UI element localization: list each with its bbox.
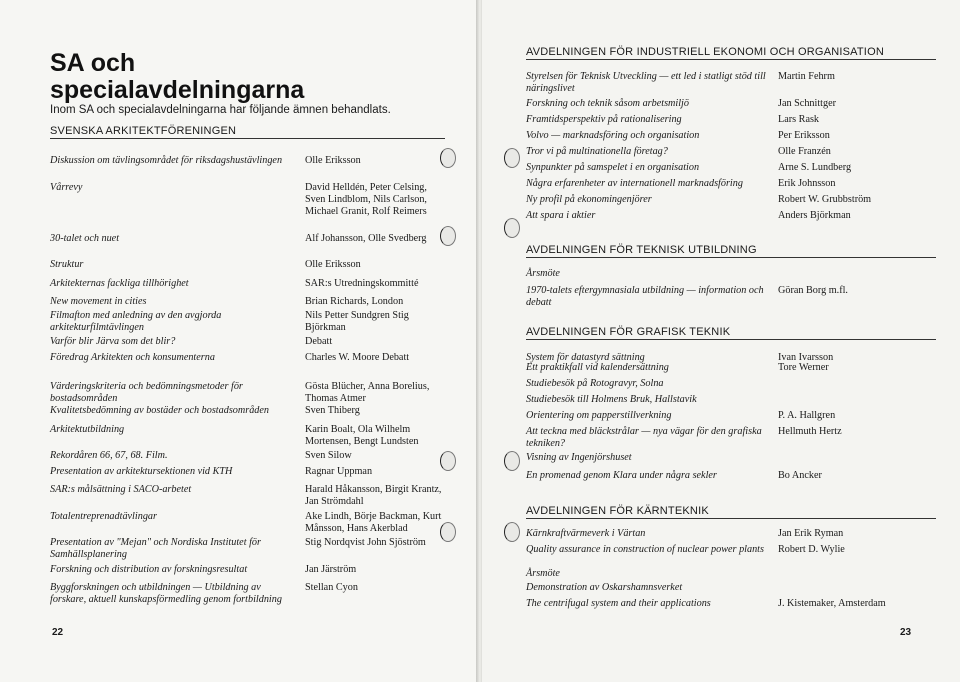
topic-text: Forskning och teknik såsom arbetsmiljö <box>526 98 689 109</box>
speaker-text: Stig Nordqvist John Sjöström <box>305 537 426 548</box>
binder-hole <box>440 451 456 471</box>
section-heading: AVDELNINGEN FÖR GRAFISK TEKNIK <box>526 326 936 340</box>
section-heading: AVDELNINGEN FÖR KÄRNTEKNIK <box>526 505 936 519</box>
topic-text: Synpunkter på samspelet i en organisation <box>526 162 700 173</box>
binder-hole <box>440 226 456 246</box>
topic-text: Kvalitetsbedömning av bostäder och bostadsområden <box>50 405 270 416</box>
topic-text: 30-talet och nuet <box>50 233 120 244</box>
speaker-text: Stellan Cyon <box>305 582 358 593</box>
left-page <box>0 0 478 682</box>
speaker-text: Robert W. Grubbström <box>778 194 872 205</box>
topic-text: SAR:s målsättning i SACO-arbetet <box>50 484 192 495</box>
speaker-text: J. Kistemaker, Amsterdam <box>778 598 886 609</box>
speaker-text: Tore Werner <box>778 362 829 373</box>
topic-text: Forskning och distribution av forskningsresultat <box>50 564 248 575</box>
speaker-text: David Helldén, Peter Celsing, Sven Lindblom, Nils Carlson, Michael Granit, Rolf Reimers <box>305 182 427 217</box>
speaker-text: Ake Lindh, Börje Backman, Kurt Månsson, Hans Akerblad <box>305 511 442 534</box>
binder-hole <box>504 218 520 238</box>
speaker-text: Harald Håkansson, Birgit Krantz, Jan Strömdahl <box>305 484 442 507</box>
topic-text: Quality assurance in construction of nuclear power plants <box>526 544 764 555</box>
intro-text: Inom SA och specialavdelningarna har följande ämnen behandlats. <box>50 104 391 116</box>
speaker-text: Sven Silow <box>305 450 352 461</box>
topic-text: Varför blir Järva som det blir? <box>50 336 176 347</box>
topic-text: Föredrag Arkitekten och konsumenterna <box>50 352 215 363</box>
topic-text: New movement in cities <box>50 296 147 307</box>
page-title <box>50 50 304 104</box>
speaker-text: Lars Rask <box>778 114 820 125</box>
topic-text: Rekordåren 66, 67, 68. Film. <box>50 450 168 461</box>
section-heading-arkitektforeningen: SVENSKA ARKITEKTFÖRENINGEN <box>50 125 445 139</box>
topic-text: Diskussion om tävlingsområdet för riksdagshustävlingen <box>50 155 283 166</box>
topic-text: Byggforskningen och utbildningen — Utbildning av forskare, aktuell kunskapsförmedling genom fortbildning <box>50 582 282 605</box>
speaker-text: SAR:s Utredningskommitté <box>305 278 419 289</box>
speaker-text: Olle Eriksson <box>305 155 361 166</box>
speaker-text: Jan Järström <box>305 564 357 575</box>
topic-text: 1970-talets eftergymnasiala utbildning — information och debatt <box>526 285 764 308</box>
speaker-text: Sven Thiberg <box>305 405 360 416</box>
right-page <box>482 0 960 682</box>
topic-text: Orientering om papperstillverkning <box>526 410 672 421</box>
speaker-text: Jan Schnittger <box>778 98 837 109</box>
topic-text: Styrelsen för Teknisk Utveckling — ett led i statligt stöd till näringslivet <box>526 71 766 94</box>
page-number: 22 <box>52 627 64 638</box>
topic-text: Värderingskriteria och bedömningsmetoder för bostadsområden <box>50 381 243 404</box>
speaker-text: Anders Björkman <box>778 210 851 221</box>
topic-text: Visning av Ingenjörshuset <box>526 452 632 463</box>
speaker-text: Alf Johansson, Olle Svedberg <box>305 233 427 244</box>
speaker-text: Robert D. Wylie <box>778 544 845 555</box>
topic-text: Studiebesök till Holmens Bruk, Hallstavik <box>526 394 697 405</box>
speaker-text: Per Eriksson <box>778 130 830 141</box>
topic-text: Årsmöte <box>526 568 560 579</box>
binder-hole <box>504 451 520 471</box>
topic-text: Att spara i aktier <box>526 210 596 221</box>
speaker-text: Erik Johnsson <box>778 178 836 189</box>
speaker-text: Ivan Ivarsson <box>778 352 834 363</box>
topic-text: Struktur <box>50 259 84 270</box>
topic-text: Att teckna med bläckstrålar — nya vägar för den grafiska tekniken? <box>526 426 762 449</box>
title-line-1: SA och <box>50 49 136 77</box>
binder-hole <box>440 522 456 542</box>
topic-text: En promenad genom Klara under några sekler <box>526 470 717 481</box>
speaker-text: Martin Fehrm <box>778 71 835 82</box>
topic-text: Vårrevy <box>50 182 83 193</box>
topic-text: Filmafton med anledning av den avgjorda arkitekturfilmtävlingen <box>50 310 222 333</box>
speaker-text: Olle Franzén <box>778 146 831 157</box>
section-heading: AVDELNINGEN FÖR INDUSTRIELL EKONOMI OCH ORGANISATION <box>526 46 936 60</box>
speaker-text: Nils Petter Sundgren Stig Björkman <box>305 310 409 333</box>
page-number: 23 <box>900 627 912 638</box>
topic-text: Arkitektutbildning <box>50 424 125 435</box>
topic-text: Demonstration av Oskarshamnsverket <box>526 582 683 593</box>
speaker-text: Gösta Blücher, Anna Borelius, Thomas Atmer <box>305 381 430 404</box>
speaker-text: Hellmuth Hertz <box>778 426 842 437</box>
topic-text: Tror vi på multinationella företag? <box>526 146 668 157</box>
speaker-text: Karin Boalt, Ola Wilhelm Mortensen, Bengt Lundsten <box>305 424 419 447</box>
binder-hole <box>504 148 520 168</box>
speaker-text: P. A. Hallgren <box>778 410 836 421</box>
speaker-text: Bo Ancker <box>778 470 822 481</box>
speaker-text: Debatt <box>305 336 333 347</box>
section-heading: AVDELNINGEN FÖR TEKNISK UTBILDNING <box>526 244 936 258</box>
topic-text: Presentation av "Mejan" och Nordiska Institutet för Samhällsplanering <box>50 537 261 560</box>
speaker-text: Göran Borg m.fl. <box>778 285 848 296</box>
topic-text: The centrifugal system and their applications <box>526 598 711 609</box>
topic-text: Ny profil på ekonomingenjörer <box>526 194 652 205</box>
speaker-text: Charles W. Moore Debatt <box>305 352 410 363</box>
speaker-text: Arne S. Lundberg <box>778 162 852 173</box>
speaker-text: Olle Eriksson <box>305 259 361 270</box>
topic-text: Arkitekternas fackliga tillhörighet <box>50 278 189 289</box>
topic-text: Några erfarenheter av internationell marknadsföring <box>526 178 743 189</box>
speaker-text: Ragnar Uppman <box>305 466 373 477</box>
topic-text: System för datastyrd sättning <box>526 352 645 363</box>
binder-hole <box>504 522 520 542</box>
binder-hole <box>440 148 456 168</box>
title-line-2: specialavdelningarna <box>50 76 305 104</box>
speaker-text: Jan Erik Ryman <box>778 528 844 539</box>
topic-text: Framtidsperspektiv på rationalisering <box>526 114 682 125</box>
topic-text: Kärnkraftvärmeverk i Värtan <box>526 528 646 539</box>
speaker-text: Brian Richards, London <box>305 296 404 307</box>
topic-text: Årsmöte <box>526 268 560 279</box>
topic-text: Studiebesök på Rotogravyr, Solna <box>526 378 664 389</box>
topic-text: Presentation av arkitektursektionen vid KTH <box>50 466 233 477</box>
topic-text: Ett praktikfall vid kalendersättning <box>526 362 669 373</box>
topic-text: Totalentreprenadtävlingar <box>50 511 157 522</box>
topic-text: Volvo — marknadsföring och organisation <box>526 130 700 141</box>
